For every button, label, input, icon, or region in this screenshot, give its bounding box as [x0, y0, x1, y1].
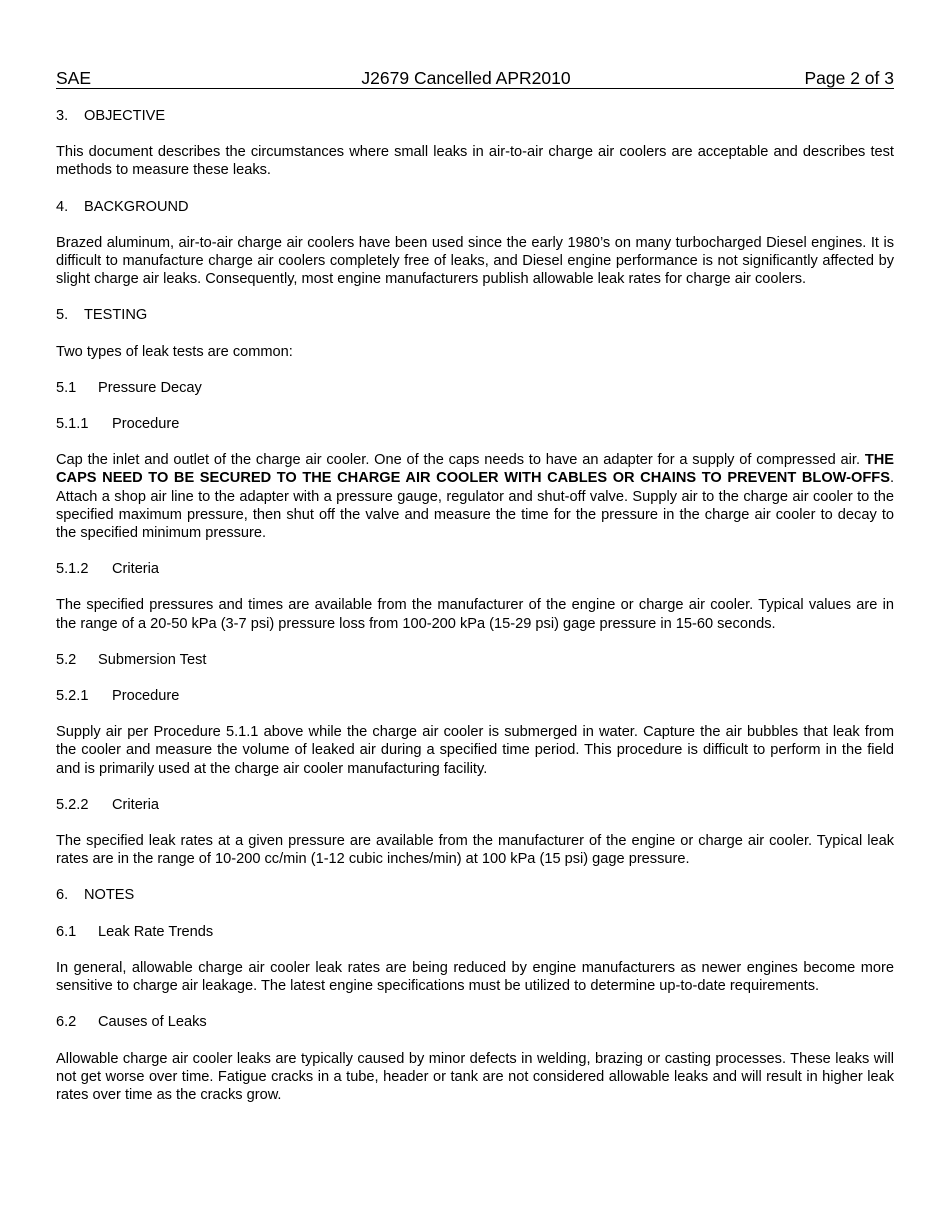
heading-section-6 [56, 886, 894, 904]
paragraph-background: Brazed aluminum, air-to-air charge air coolers have been used since the early 1980’s on many turbocharged Diesel engines. It is difficult to manufacture charge air coolers completely free of leaks, and Diesel engine performance is not significantly affected by slight charge air leaks. Consequently, most engine manufacturers publish allowable leak rates for charge air coolers. [56, 234, 894, 288]
heading-title: Procedure [112, 688, 180, 705]
heading-number: 4. [56, 198, 69, 215]
paragraph-submersion-procedure: Supply air per Procedure 5.1.1 above while the charge air cooler is submerged in water. Capture the air bubbles that leak from the cooler and measure the volume of leaked air during a specified time period. This procedure is difficult to perform in the field and is primarily used at the charge air cooler manufacturing facility. [56, 724, 894, 777]
heading-title: Criteria [112, 796, 160, 813]
heading-number: 5.1 [56, 379, 77, 396]
heading-section-4 [56, 198, 894, 216]
heading-number: 5.2 [56, 651, 77, 668]
header-document-id: J2679 Cancelled APR2010 [361, 68, 571, 88]
heading-title: Leak Rate Trends [98, 923, 214, 940]
heading-title: Procedure [112, 416, 180, 433]
heading-number: 5.1.2 [56, 561, 89, 578]
paragraph-testing: Two types of leak tests are common: [56, 343, 293, 360]
heading-section-5-2 [56, 651, 894, 669]
heading-title: BACKGROUND [84, 198, 189, 215]
paragraph-objective: This document describes the circumstances where small leaks in air-to-air charge air coolers are acceptable and describes test methods to measure these leaks. [56, 144, 894, 179]
heading-section-3 [56, 107, 894, 125]
document-page [56, 68, 894, 1104]
paragraph-submersion-criteria: The specified leak rates at a given pressure are available from the manufacturer of the engine or charge air cooler. Typical leak rates are in the range of 10-200 cc/min (1-12 cubic inches/min) at 100 kPa (15 psi) gage pressure. [56, 833, 894, 868]
heading-number: 6.1 [56, 923, 77, 940]
heading-section-5-1 [56, 379, 894, 397]
heading-section-5-2-1 [56, 687, 894, 705]
header-org: SAE [56, 68, 92, 88]
running-header [56, 68, 894, 89]
heading-number: 5.1.1 [56, 416, 89, 433]
safety-warning: THE CAPS NEED TO BE SECURED TO THE CHARGE AIR COOLER WITH CABLES OR CHAINS TO PREVENT BLOW-OFFS [56, 452, 894, 487]
paragraph-pressure-decay-procedure [56, 451, 894, 542]
heading-title: TESTING [84, 307, 148, 324]
heading-section-5-1-2 [56, 560, 894, 578]
paragraph-causes-of-leaks: Allowable charge air cooler leaks are typically caused by minor defects in welding, brazing or casting processes. These leaks will not get worse over time. Fatigue cracks in a tube, header or tank are not considered allowable leaks and will result in higher leak rates over time as the cracks grow. [56, 1050, 894, 1103]
procedure-text-start: Cap the inlet and outlet of the charge air cooler. One of the caps needs to have an adapter for a supply of compressed air. [56, 452, 865, 469]
heading-title: OBJECTIVE [84, 108, 166, 124]
heading-number: 6. [56, 887, 69, 904]
heading-section-5-2-2 [56, 796, 894, 814]
heading-title: Criteria [112, 561, 160, 578]
paragraph-pressure-decay-criteria: The specified pressures and times are available from the manufacturer of the engine or charge air cooler. Typical values are in the range of a 20-50 kPa (3-7 psi) pressure loss from 100-200 kPa (15-29 psi) gage pressure in 15-60 seconds. [56, 597, 894, 632]
heading-number: 3. [56, 108, 69, 124]
heading-number: 6.2 [56, 1014, 77, 1031]
heading-section-6-2 [56, 1013, 894, 1031]
heading-title: Pressure Decay [98, 379, 202, 396]
heading-section-6-1 [56, 923, 894, 941]
heading-number: 5.2.2 [56, 796, 89, 813]
heading-section-5-1-1 [56, 415, 894, 433]
heading-number: 5.2.1 [56, 688, 89, 705]
paragraph-leak-rate-trends: In general, allowable charge air cooler leak rates are being reduced by engine manufacturers as newer engines become more sensitive to charge air leakage. The latest engine specifications must be utilized to determine up-to-date requirements. [56, 959, 894, 995]
procedure-text-end: . Attach a shop air line to the adapter with a pressure gauge, regulator and shut-off valve. Supply air to the charge air cooler to the specified maximum pressure, then shut off the valve and measure the time for the pressure in the charge air cooler to decay to the specified minimum pressure. [56, 470, 894, 542]
document-body [56, 107, 894, 1104]
heading-section-5 [56, 306, 894, 324]
heading-title: Causes of Leaks [98, 1014, 207, 1031]
heading-title: Submersion Test [98, 651, 207, 668]
heading-title: NOTES [84, 887, 135, 904]
header-page-number: Page 2 of 3 [804, 68, 894, 88]
heading-number: 5. [56, 307, 69, 324]
